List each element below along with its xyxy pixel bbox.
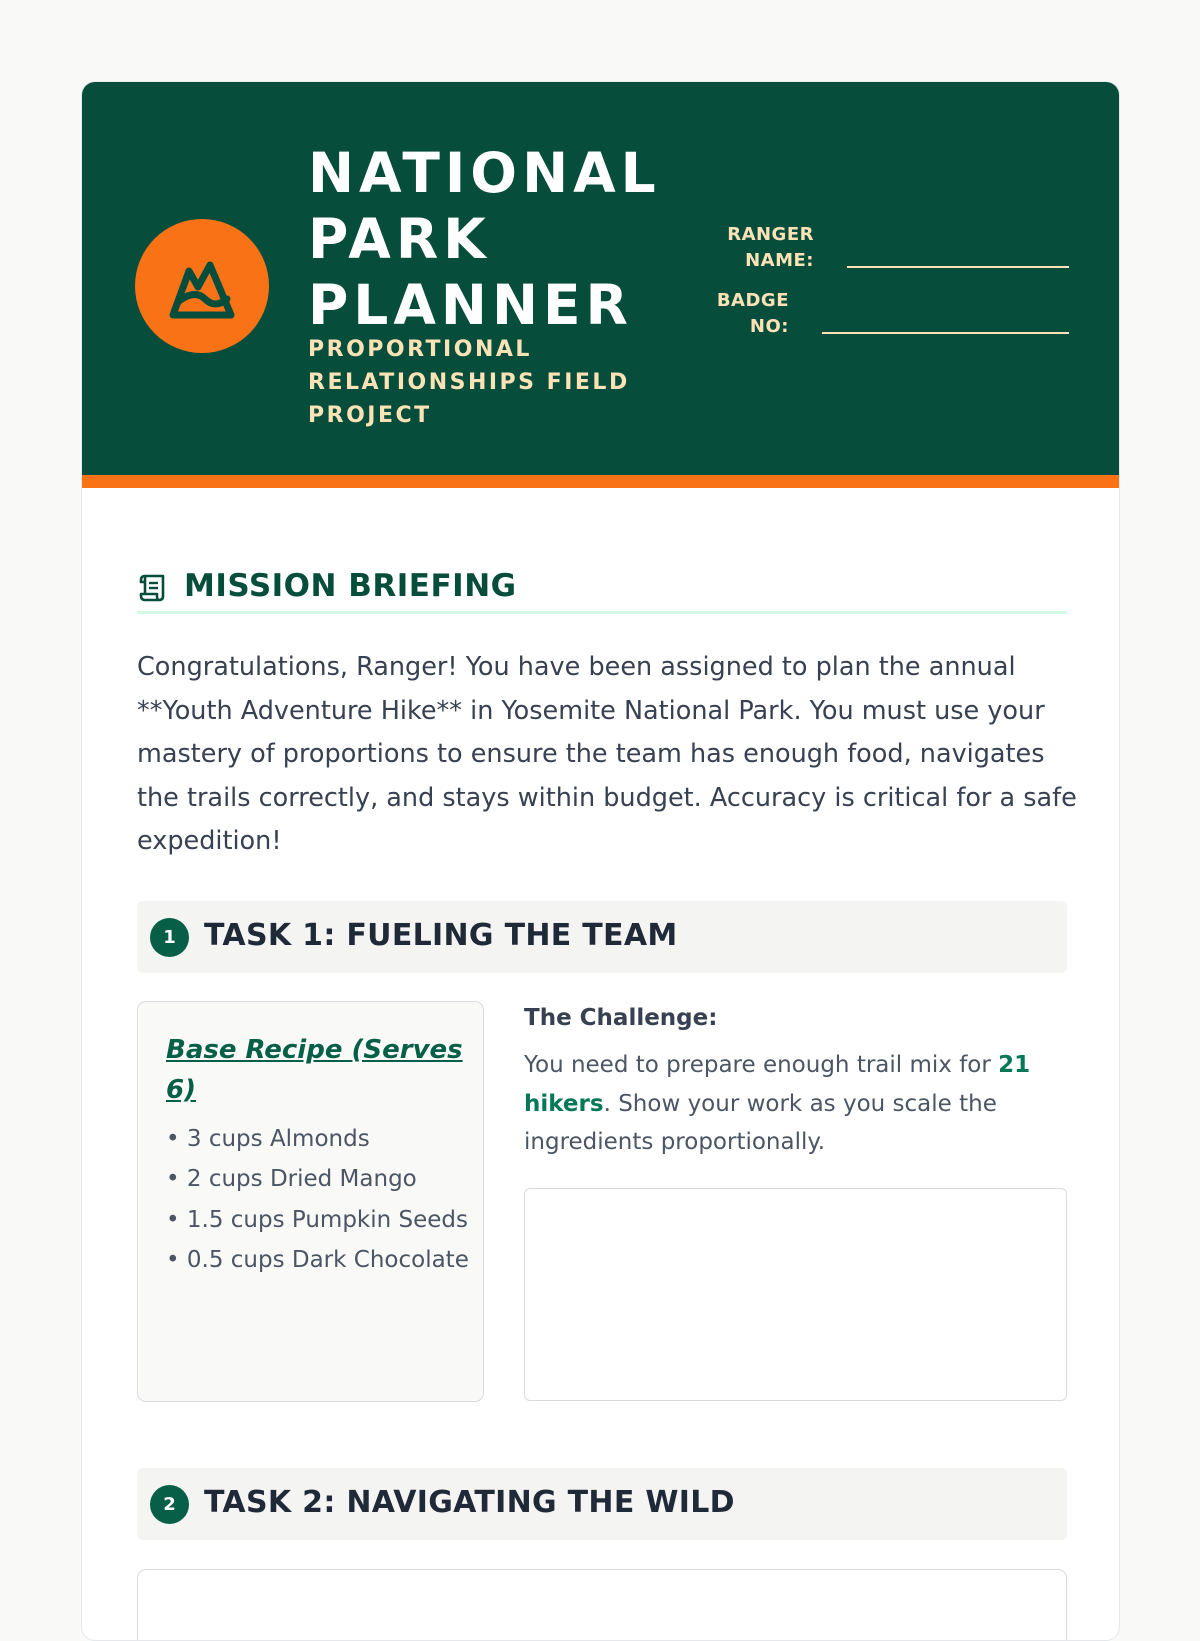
task-number-badge: 2 xyxy=(150,1485,189,1524)
scroll-icon xyxy=(137,572,169,604)
title-line: PARK xyxy=(308,207,491,271)
ingredient-list xyxy=(166,1119,476,1280)
page-title xyxy=(308,140,728,338)
challenge-label: The Challenge: xyxy=(524,1005,718,1031)
list-item: • 3 cups Almonds xyxy=(166,1126,370,1152)
list-item: • 2 cups Dried Mango xyxy=(166,1166,417,1193)
task2-card xyxy=(137,1569,1067,1641)
list-item: • 0.5 cups Dark Chocolate xyxy=(166,1246,469,1273)
briefing-text: Congratulations, Ranger! You have been assigned to plan the annual **Youth Adventure Hike** in Yosemite National Park. You must use your mastery of proportions to ensure the team has enough food, navigates the trails correctly, and stays within budget. Accuracy is critical for a safe expedition! xyxy=(137,652,1077,856)
recipe-card xyxy=(137,1001,484,1402)
challenge-text: You need to prepare enough trail mix for 21 hikers. Show your work as you scale the ingredients proportionally. xyxy=(524,1052,1031,1155)
planner-card xyxy=(81,81,1120,1641)
badge-no-label: BADGE NO: xyxy=(716,290,789,337)
header-banner xyxy=(82,82,1120,488)
ranger-name-label: RANGER NAME: xyxy=(727,224,814,271)
section-title: MISSION BRIEFING xyxy=(184,568,517,604)
subtitle-line: PROJECT xyxy=(308,403,432,428)
subtitle-line: PROPORTIONAL xyxy=(308,337,532,362)
badge-no-field[interactable] xyxy=(822,332,1069,334)
title-line: PLANNER xyxy=(308,273,633,337)
task-title: TASK 2: NAVIGATING THE WILD xyxy=(204,1485,735,1520)
park-logo xyxy=(135,219,269,353)
mountain-icon xyxy=(165,249,239,323)
mission-briefing-heading xyxy=(137,558,1067,614)
page-subtitle xyxy=(308,333,638,432)
ranger-name-field[interactable] xyxy=(847,266,1069,268)
recipe-title: Base Recipe (Serves 6) xyxy=(166,1035,463,1105)
list-item: • 1.5 cups Pumpkin Seeds xyxy=(166,1206,469,1233)
task-number-badge: 1 xyxy=(150,918,189,957)
task-title: TASK 1: FUELING THE TEAM xyxy=(204,918,678,953)
subtitle-line: RELATIONSHIPS FIELD xyxy=(308,370,630,395)
work-area[interactable] xyxy=(524,1188,1067,1401)
hiker-count: 21 hikers xyxy=(524,1052,1031,1117)
title-line: NATIONAL xyxy=(308,141,661,205)
task2-header xyxy=(137,1468,1067,1540)
task1-header xyxy=(137,901,1067,973)
